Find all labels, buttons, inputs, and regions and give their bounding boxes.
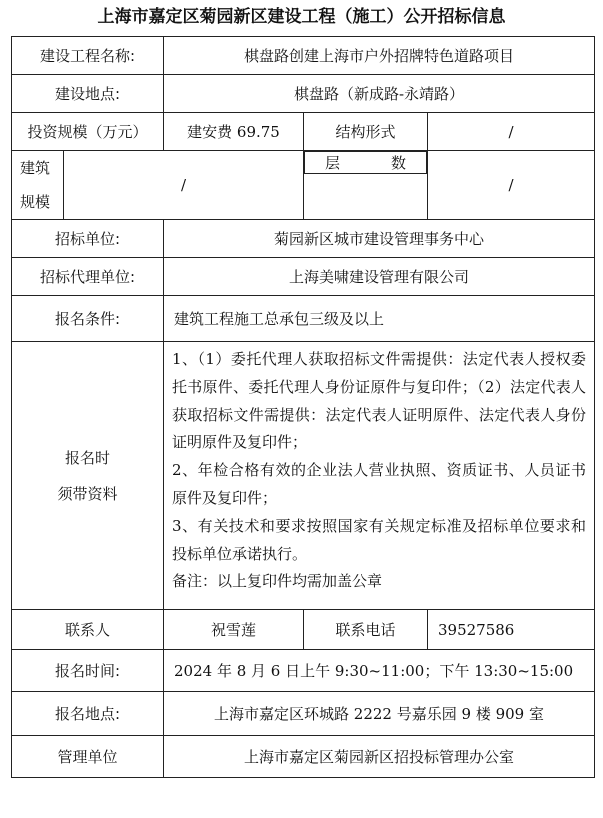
registration-time-label: 报名时间: — [12, 650, 164, 692]
row-contact — [12, 610, 595, 650]
building-scale-label-line1: 建筑 — [20, 159, 51, 177]
row-project-name — [12, 37, 595, 75]
investment-label: 投资规模（万元） — [12, 113, 164, 151]
document-note: 备注：以上复印件均需加盖公章 — [172, 572, 383, 591]
documents-label-line2: 须带资料 — [57, 484, 118, 503]
investment-value: 建安费 69.75 — [164, 113, 304, 151]
structure-label: 结构形式 — [304, 113, 428, 151]
registration-time-value: 2024 年 8 月 6 日上午 9:30~11:00；下午 13:30~15:00 — [164, 650, 595, 692]
conditions-label: 报名条件: — [12, 296, 164, 342]
manager-label: 管理单位 — [12, 736, 164, 778]
row-conditions — [12, 296, 595, 342]
row-manager — [12, 736, 595, 778]
document-item-3: 3、有关技术和要求按照国家有关规定标准及招标单位要求和投标单位承诺执行。 — [172, 516, 587, 563]
registration-place-label: 报名地点: — [12, 692, 164, 736]
conditions-value: 建筑工程施工总承包三级及以上 — [164, 296, 595, 342]
page-title: 上海市嘉定区菊园新区建设工程（施工）公开招标信息 — [97, 7, 506, 27]
row-tenderer — [12, 220, 595, 258]
project-name-label: 建设工程名称: — [12, 37, 164, 75]
agent-value: 上海美啸建设管理有限公司 — [164, 258, 595, 296]
contact-label: 联系人 — [12, 610, 164, 650]
phone-value: 39527586 — [428, 610, 595, 650]
floors-label-char1: 层 — [325, 154, 341, 172]
document-item-1: 1、（1）委托代理人获取招标文件需提供：法定代表人授权委托书原件、委托代理人身份证原件与复印件；（2）法定代表人获取招标文件需提供：法定代表人证明原件、法定代表人身份证明原件及复印件； — [172, 350, 587, 452]
row-building-scale — [12, 151, 595, 220]
document-item-2: 2、年检合格有效的企业法人营业执照、资质证书、人员证书原件及复印件； — [172, 461, 587, 507]
phone-label: 联系电话 — [304, 610, 428, 650]
row-registration-place — [12, 692, 595, 736]
building-scale-label — [12, 151, 64, 220]
floors-label — [304, 151, 427, 174]
documents-label-line1: 报名时 — [64, 448, 110, 467]
row-agent — [12, 258, 595, 296]
location-label: 建设地点: — [12, 75, 164, 113]
documents-label — [12, 342, 164, 610]
tender-info-table — [11, 36, 595, 778]
manager-value: 上海市嘉定区菊园新区招投标管理办公室 — [164, 736, 595, 778]
project-name-value: 棋盘路创建上海市户外招牌特色道路项目 — [164, 37, 595, 75]
location-value: 棋盘路（新成路-永靖路） — [164, 75, 595, 113]
tenderer-label: 招标单位: — [12, 220, 164, 258]
row-registration-time — [12, 650, 595, 692]
building-scale-value: / — [64, 151, 304, 220]
agent-label: 招标代理单位: — [12, 258, 164, 296]
building-scale-label-line2: 规模 — [20, 193, 51, 211]
registration-place-value: 上海市嘉定区环城路 2222 号嘉乐园 9 楼 909 室 — [164, 692, 595, 736]
row-documents — [12, 342, 595, 610]
row-location — [12, 75, 595, 113]
structure-value: / — [428, 113, 595, 151]
tenderer-value: 菊园新区城市建设管理事务中心 — [164, 220, 595, 258]
floors-value: / — [428, 151, 595, 220]
floors-label-char2: 数 — [390, 154, 406, 172]
row-investment — [12, 113, 595, 151]
contact-value: 祝雪莲 — [164, 610, 304, 650]
documents-list — [164, 342, 595, 610]
